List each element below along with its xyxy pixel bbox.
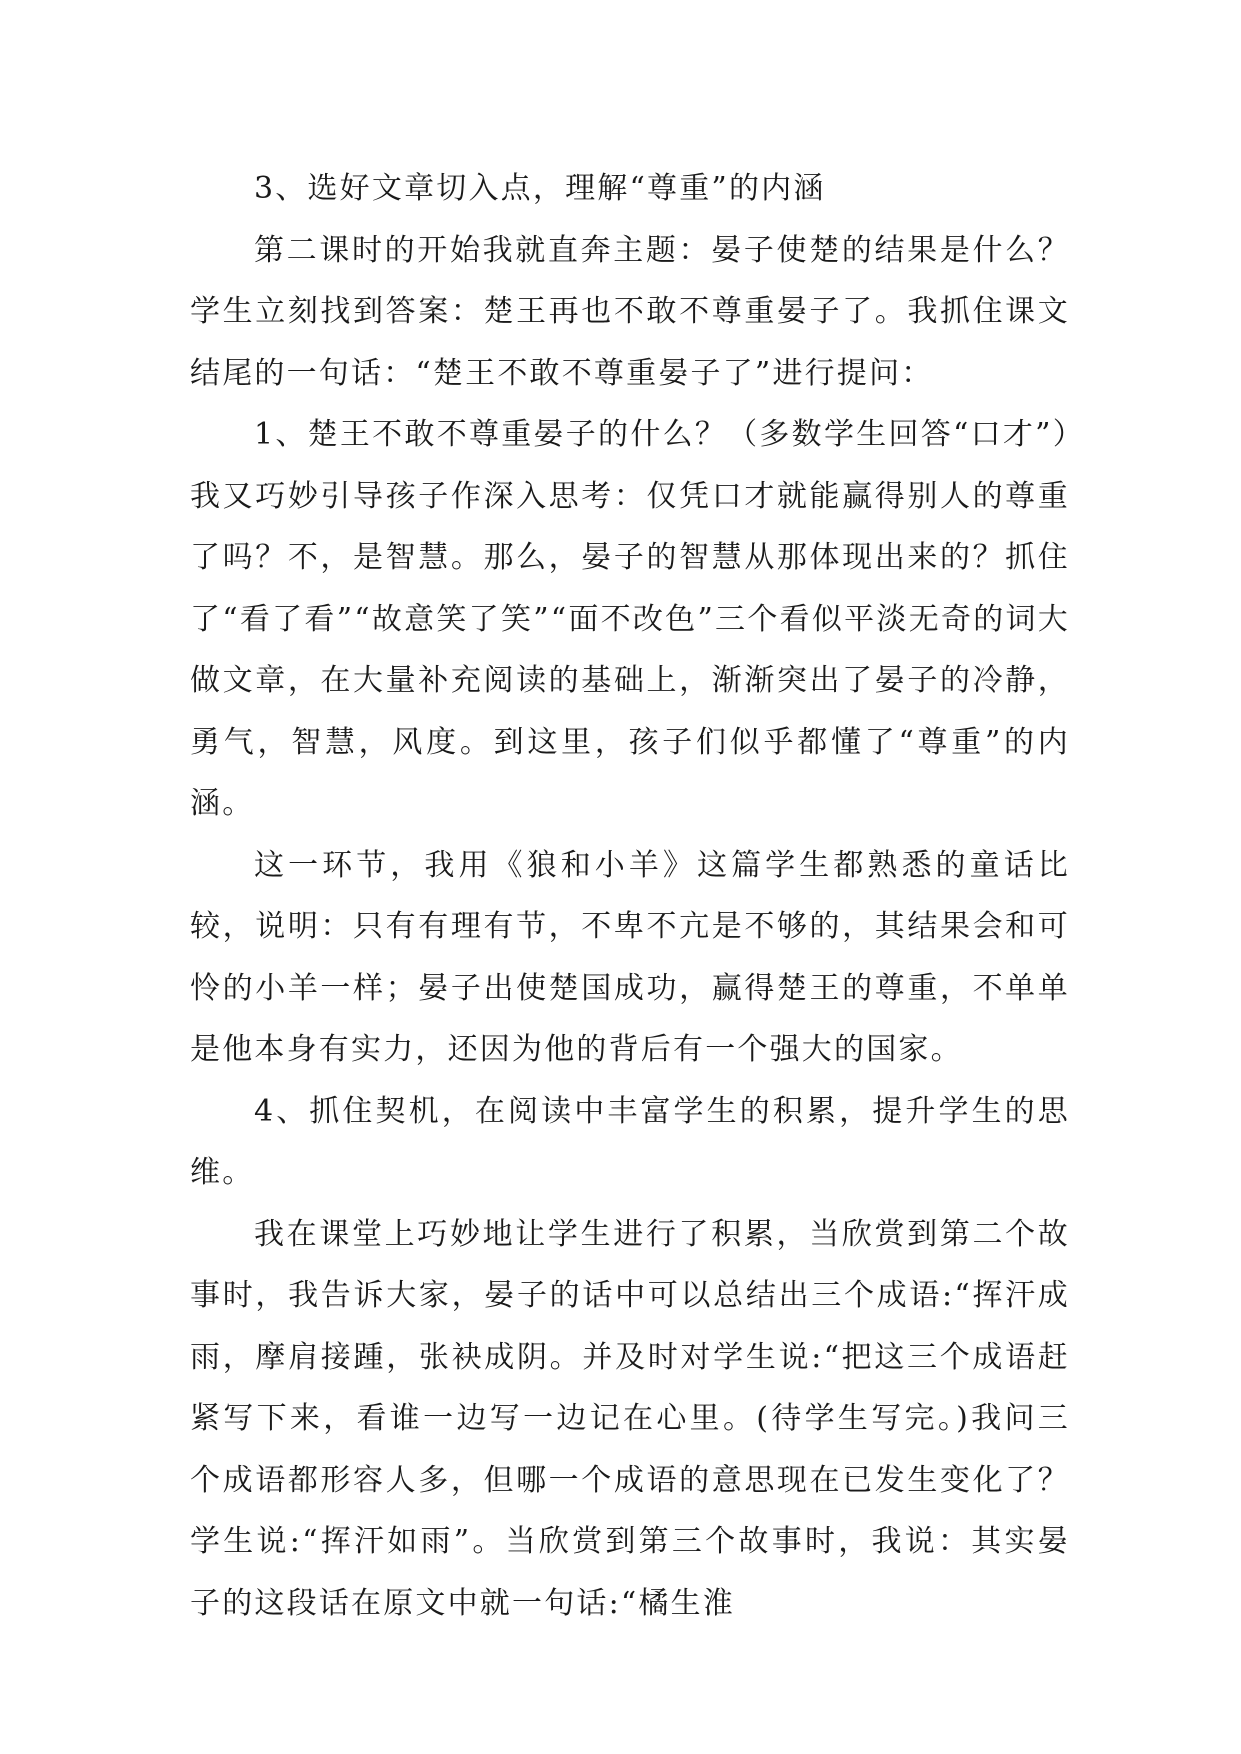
section-heading-3: 3、选好文章切入点，理解“尊重”的内涵 [254,171,826,206]
paragraph-comparison: 这一环节，我用《狼和小羊》这篇学生都熟悉的童话比较，说明：只有有理有节，不卑不亢是不够的，其结果会和可怜的小羊一样；晏子出使楚国成功，赢得楚王的尊重，不单单是他本身有实力，还因为他的背后有一个强大的国家。 [190,847,1070,1067]
paragraph-second-lesson: 第二课时的开始我就直奔主题：晏子使楚的结果是什么？学生立刻找到答案：楚王再也不敢不尊重晏子了。我抓住课文结尾的一句话：“楚王不敢不尊重晏子了”进行提问： [190,232,1070,391]
body-text [190,158,1070,1634]
paragraph-accumulation: 我在课堂上巧妙地让学生进行了积累，当欣赏到第二个故事时，我告诉大家，晏子的话中可以总结出三个成语:“挥汗成雨，摩肩接踵，张袂成阴。并及时对学生说:“把这三个成语赶紧写下来，看谁一边写一边记在心里。(待学生写完。)我问三个成语都形容人多，但哪一个成语的意思现在已发生变化了？学生说:“挥汗如雨”。当欣赏到第三个故事时，我说：其实晏子的这段话在原文中就一句话:“橘生淮 [190,1216,1070,1621]
section-heading-4: 4、抓住契机，在阅读中丰富学生的积累，提升学生的思维。 [190,1093,1070,1190]
paragraph-question-1: 1、楚王不敢不尊重晏子的什么？（多数学生回答“口才”）我又巧妙引导孩子作深入思考：仅凭口才就能赢得别人的尊重了吗？不，是智慧。那么，晏子的智慧从那体现出来的？抓住了“看了看”“故意笑了笑”“面不改色”三个看似平淡无奇的词大做文章，在大量补充阅读的基础上，渐渐突出了晏子的冷静，勇气，智慧，风度。到这里，孩子们似乎都懂了“尊重”的内涵。 [190,417,1070,821]
